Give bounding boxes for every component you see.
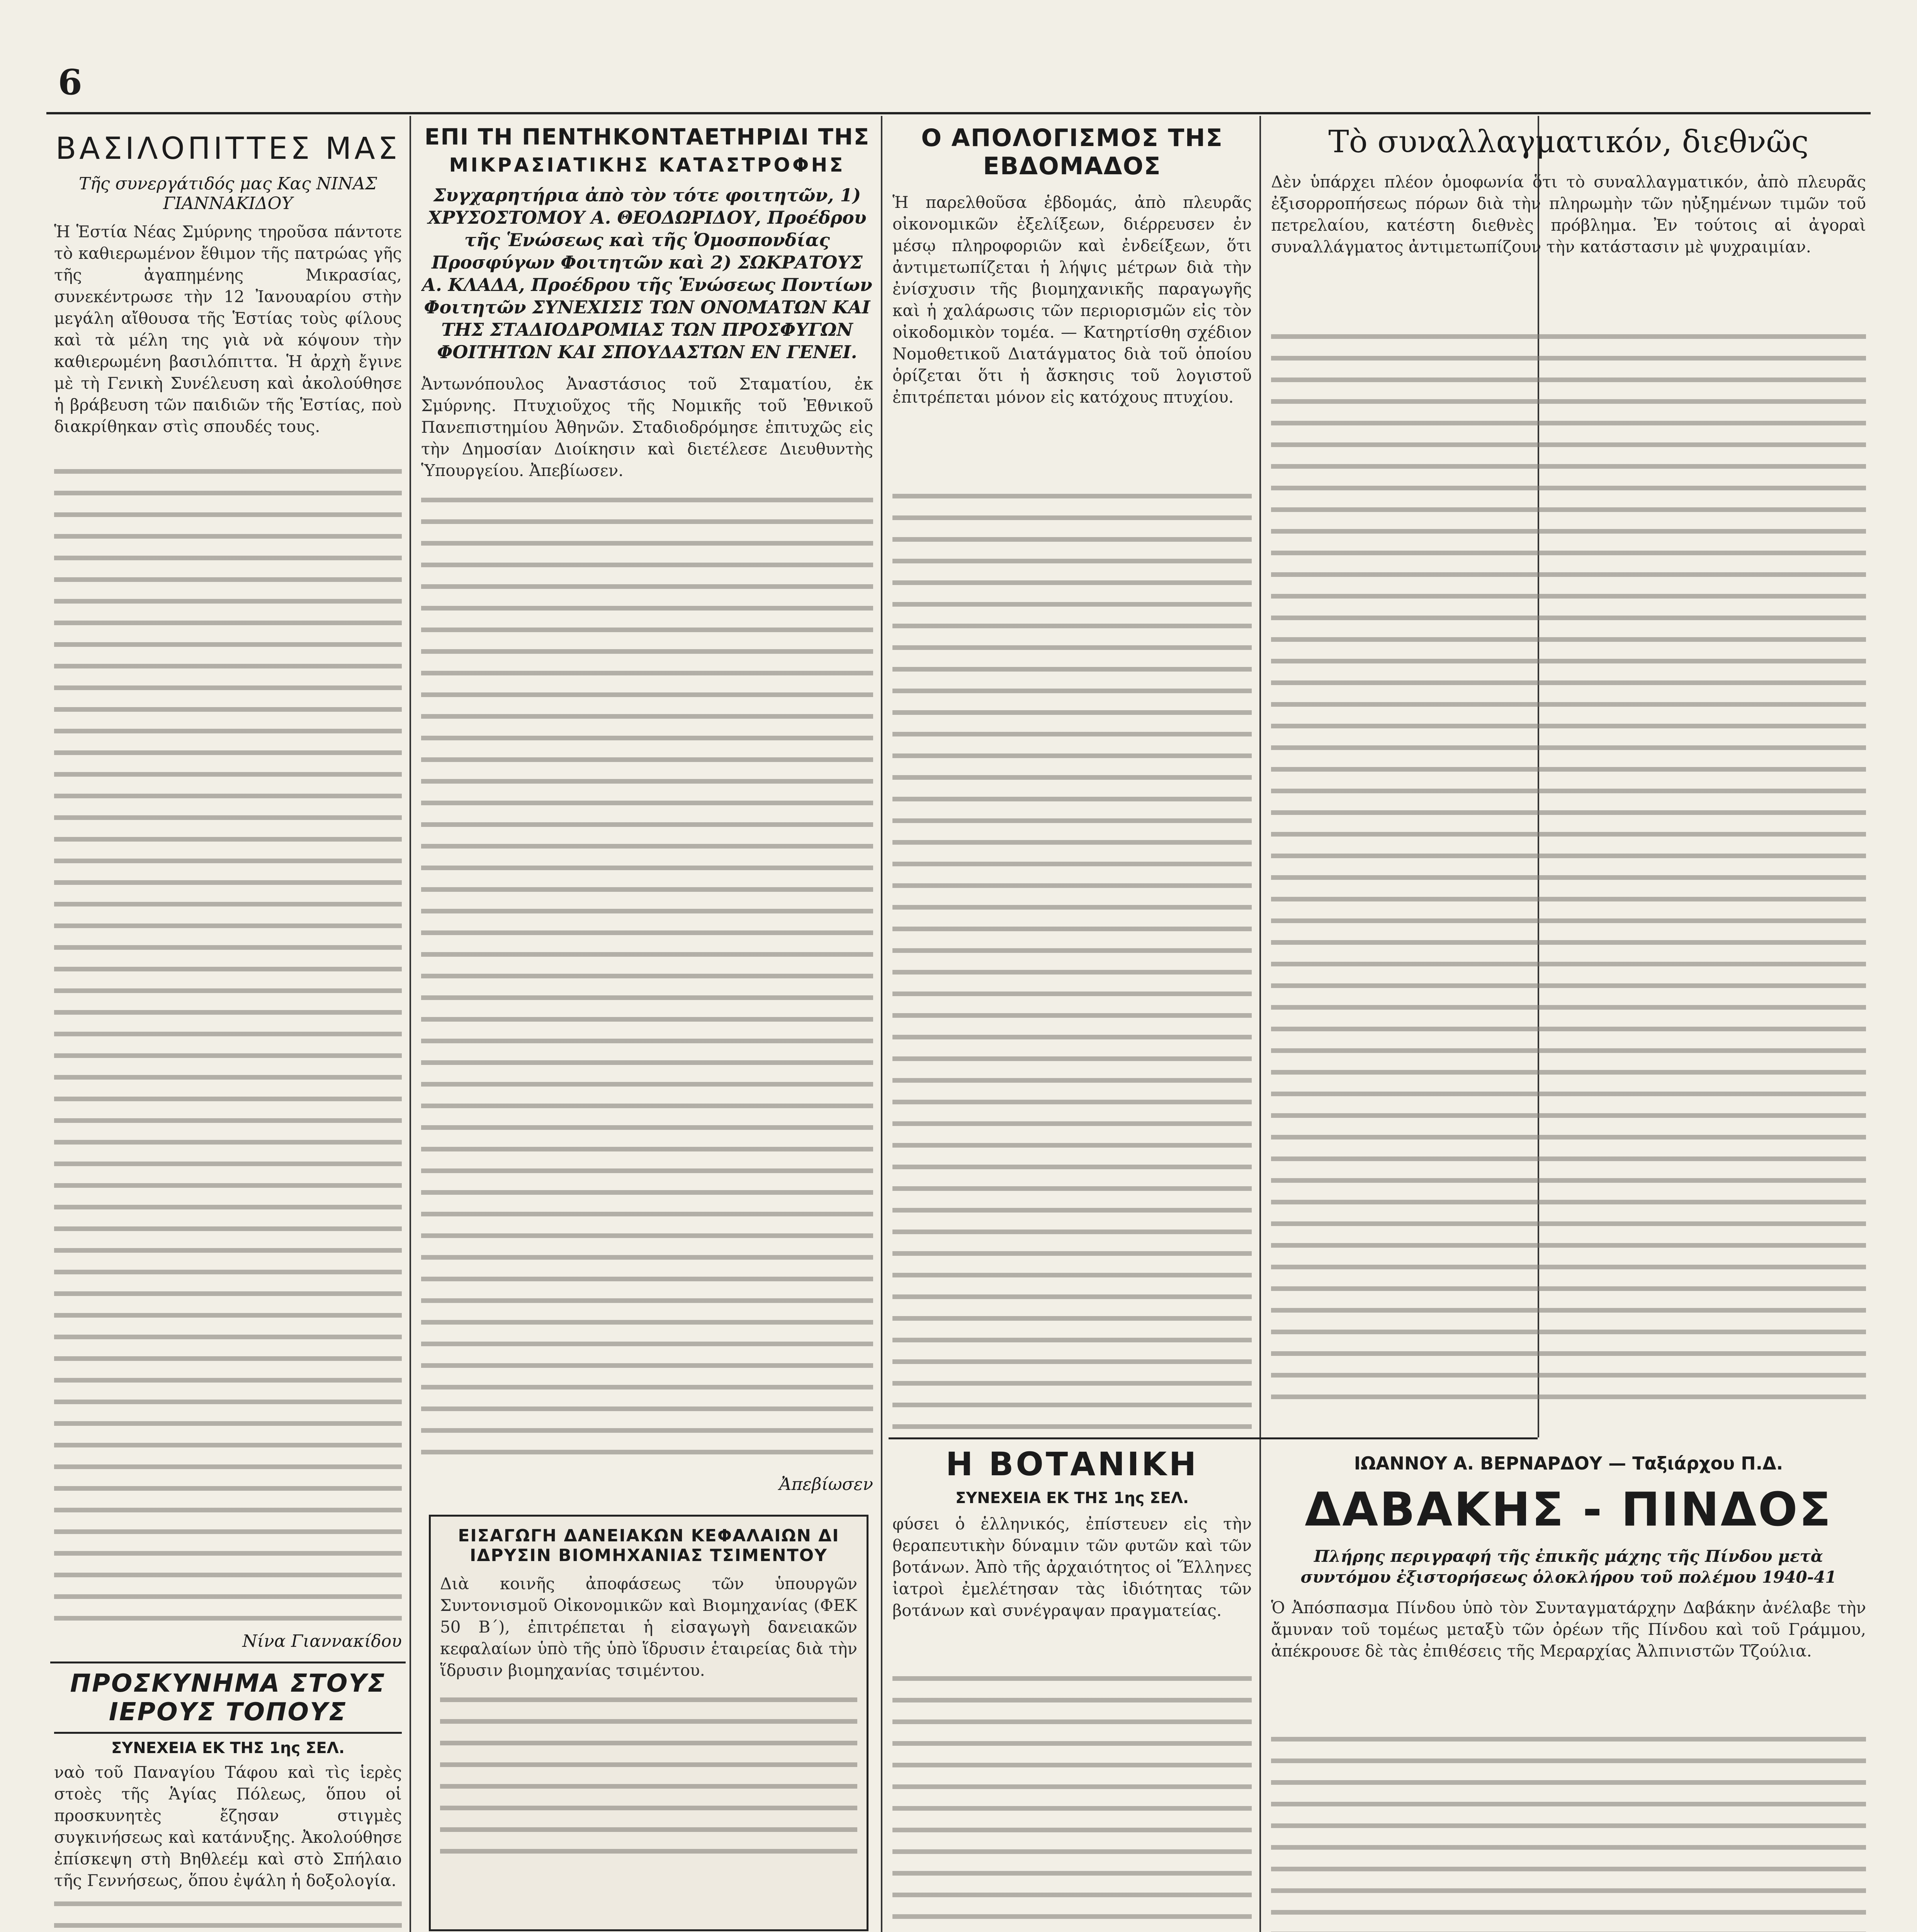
body-text-lines [892,485,1252,1430]
article-currency [1271,124,1866,1430]
article-body: φύσει ὁ ἑλληνικός, ἐπίστευεν εἰς τὴν θεραπευτικὴν δύναμιν τῶν φυτῶν καὶ τῶν βοτάνων. Ἀπὸ τῆς ἀρχαιότητος οἱ Ἕλληνες ἰατροὶ ἐμελέτησαν τὰς ἰδιότητας τῶν βοτάνων καὶ συνέγραψαν πραγματείας. [892,1514,1252,1620]
article-anniversary [421,124,873,1499]
continued-label: ΣΥΝΕΧΕΙΑ ΕΚ ΤΗΣ 1ης ΣΕΛ. [955,1489,1189,1507]
article-headline: Ο ΑΠΟΛΟΓΙΣΜΟΣ ΤΗΣ ΕΒΔΟΜΑΔΟΣ [921,124,1223,180]
article-lead: Συγχαρητήρια ἀπὸ τὸν τότε φοιτητῶν, 1) ΧΡΥΣΟΣΤΟΜΟΥ Α. ΘΕΟΔΩΡΙΔΟΥ, Προέδρου τῆς Ἑνώσεως καὶ τῆς Ὁμοσπονδίας Προσφύγων Φοιτητῶν καὶ 2) ΣΩΚΡΑΤΟΥΣ Α. ΚΛΑΔΑ, Προέδρου τῆς Ἑνώσεως Ποντίων Φοιτητῶν ΣΥΝΕΧΙΣΙΣ ΤΩΝ ΟΝΟΜΑΤΩΝ ΚΑΙ ΤΗΣ ΣΤΑΔΙΟΔΡΟΜΙΑΣ ΤΩΝ ΠΡΟΣΦΥΓΩΝ ΦΟΙΤΗΤΩΝ ΚΑΙ ΣΠΟΥΔΑΣΤΩΝ ΕΝ ΓΕΝΕΙ. [422,185,872,362]
page-number: 6 [58,62,82,103]
body-text-lines [892,1668,1252,1932]
article-deck: Πλήρης περιγραφή τῆς ἐπικῆς μάχης τῆς Πίνδου μετὰ συντόμου ἐξιστορήσεως ὁλοκλήρου τοῦ πολέμου 1940-41 [1300,1547,1837,1587]
body-text-lines [421,489,873,1471]
body-text-lines [1271,326,1866,1408]
article-headline: ΔΑΒΑΚΗΣ - ΠΙΝΔΟΣ [1305,1483,1832,1537]
article-headline: ΠΡΟΣΚΥΝΗΜΑ ΣΤΟΥΣ ΙΕΡΟΥΣ ΤΟΠΟΥΣ [70,1669,386,1726]
body-text-lines [54,461,402,1628]
article-headline: Η ΒΟΤΑΝΙΚΗ [945,1445,1199,1483]
article-headline: ΕΠΙ ΤΗ ΠΕΝΤΗΚΟΝΤΑΕΤΗΡΙΔΙ ΤΗΣ [424,124,870,150]
article-body: ναὸ τοῦ Παναγίου Τάφου καὶ τὶς ἱερὲς στοὲς τῆς Ἁγίας Πόλεως, ὅπου οἱ προσκυνητὲς ἔζησαν στιγμὲς συγκινήσεως καὶ κατάνυξης. Ἀκολούθησε ἐπίσκεψη στὴ Βηθλεέμ καὶ στὸ Σπήλαιο τῆς Γεννήσεως, ὅπου ἐψάλη ἡ δοξολογία. [54,1763,402,1890]
box-cement-industry [429,1515,868,1931]
article-vasilopittes [54,131,402,1654]
article-body: Ὁ Ἀπόσπασμα Πίνδου ὑπὸ τὸν Συνταγματάρχην Δαβάκην ἀνέλαβε τὴν ἄμυναν τοῦ τομέως μεταξὺ τῶν ὀρέων τῆς Πίνδου καὶ τοῦ Γράμμου, ἀπέκρουσε δὲ τὰς ἐπιθέσεις τῆς Μεραρχίας Ἀλπινιστῶν Τζούλια. [1271,1598,1866,1660]
article-body: Δὲν ὑπάρχει πλέον ὁμοφωνία ὅτι τὸ συναλλαγματικόν, ἀπὸ πλευρᾶς ἐξισορροπήσεως πόρων διὰ τὴν πληρωμὴν τῶν ηὐξημένων τιμῶν τοῦ πετρελαίου, κατέστη διεθνὲς πρόβλημα. Ἐν τούτοις αἱ ἀγοραὶ συναλλάγματος ἀντιμετωπίζουν τὴν κατάστασιν μὲ ψυχραιμίαν. [1271,172,1866,256]
article-byline: Τῆς συνεργάτιδός μας Κας ΝΙΝΑΣ ΓΙΑΝΝΑΚΙΔΟΥ [79,174,377,213]
column-rule [1259,116,1261,1932]
column-rule [410,116,411,1932]
article-headline: Τὸ συναλλαγματικόν, διεθνῶς [1328,124,1809,160]
body-text-lines [440,1689,857,1871]
article-davakis-pindos [1271,1453,1866,1932]
section-rule [50,1662,406,1663]
article-kicker: ΙΩΑΝΝΟΥ Α. ΒΕΡΝΑΡΔΟΥ — Ταξιάρχου Π.Δ. [1354,1453,1783,1474]
article-subheadline: ΜΙΚΡΑΣΙΑΤΙΚΗΣ ΚΑΤΑΣΤΡΟΦΗΣ [449,154,845,176]
article-body: Ἀντωνόπουλος Ἀναστάσιος τοῦ Σταματίου, ἐκ Σμύρνης. Πτυχιοῦχος τῆς Νομικῆς τοῦ Ἐθνικοῦ Πανεπιστημίου Ἀθηνῶν. Σταδιοδρόμησε ἐπιτυχῶς εἰς τὴν Δημοσίαν Διοίκησιν καὶ διετέλεσε Διευθυντὴς Ὑπουργείου. Ἀπεβίωσεν. [421,374,873,480]
article-botany [892,1445,1252,1932]
body-text-lines [54,1893,402,1932]
column-rule [881,116,882,1932]
body-text-lines [1271,1728,1866,1932]
article-headline: ΒΑΣΙΛΟΠΙΤΤΕΣ ΜΑΣ [55,131,401,166]
article-body: Ἡ παρελθοῦσα ἑβδομάς, ἀπὸ πλευρᾶς οἰκονομικῶν ἐξελίξεων, διέρρευσεν ἐν μέσῳ πληροφοριῶν καὶ ἐνδείξεων, ὅτι ἀντιμετωπίζεται ἡ λήψις μέτρων διὰ τὴν ἐνίσχυσιν τῆς βιομηχανικῆς παραγωγῆς καὶ ἡ χαλάρωσις τῶν περιορισμῶν εἰς τὸν οἰκοδομικὸν τομέα. — Κατηρτίσθη σχέδιον Νομοθετικοῦ Διατάγματος διὰ τοῦ ὁποίου ὁρίζεται ὅτι ἡ ἄσκησις τοῦ λογιστοῦ ἐπιτρέπεται μόνον εἰς κατόχους πτυχίου. [892,193,1252,406]
article-pilgrimage [54,1669,402,1932]
box-body: Διὰ κοινῆς ἀποφάσεως τῶν ὑπουργῶν Συντονισμοῦ Οἰκονομικῶν καὶ Βιομηχανίας (ΦΕΚ 50 Β΄), ἐπιτρέπεται ἡ εἰσαγωγὴ δανειακῶν κεφαλαίων ὑπὸ τῆς ὑπὸ ἵδρυσιν ἑταιρείας διὰ τὴν ἵδρυσιν βιομηχανίας τσιμέντου. [440,1574,857,1680]
article-signature: Νίνα Γιαννακίδου [242,1631,402,1651]
continued-label: ΣΥΝΕΧΕΙΑ ΕΚ ΤΗΣ 1ης ΣΕΛ. [111,1739,345,1757]
article-body: Ἡ Ἑστία Νέας Σμύρνης τηροῦσα πάντοτε τὸ καθιερωμένον ἔθιμον τῆς πατρώας γῆς τῆς ἀγαπημένης Μικρασίας, συνεκέντρωσε τὴν 12 Ἰανουαρίου στὴν μεγάλη αἴθουσα τῆς Ἑστίας τοὺς φίλους καὶ τὰ μέλη της γιὰ νὰ κόψουν τὴν καθιερωμένη βασιλόπιττα. Ἡ ἀρχὴ ἔγινε μὲ τὴ Γενικὴ Συνέλευση καὶ ἀκολούθησε ἡ βράβευση τῶν παιδιῶν τῆς Ἑστίας, ποὺ διακρίθηκαν στὶς σπουδές τους. [54,222,402,436]
article-weekly-review [892,124,1252,1430]
article-signature: Ἀπεβίωσεν [779,1475,873,1494]
section-rule [889,1437,1538,1439]
box-title: ΕΙΣΑΓΩΓΗ ΔΑΝΕΙΑΚΩΝ ΚΕΦΑΛΑΙΩΝ ΔΙ ΙΔΡΥΣΙΝ ΒΙΟΜΗΧΑΝΙΑΣ ΤΣΙΜΕΝΤΟΥ [458,1526,840,1565]
headline-underline [54,1732,402,1734]
top-rule [46,112,1871,114]
